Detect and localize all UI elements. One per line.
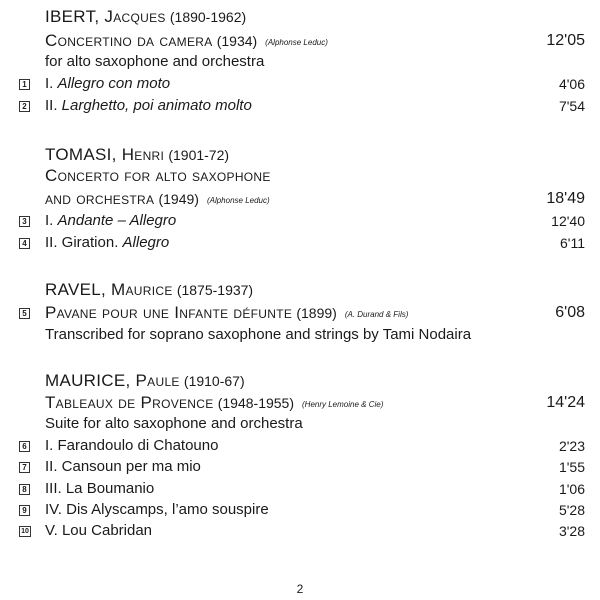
work-year: (1934) xyxy=(216,33,258,49)
composer-name: TOMASI, Henri xyxy=(45,145,165,164)
composer-name: RAVEL, Maurice xyxy=(45,280,173,299)
track-row xyxy=(0,232,600,254)
work-subtitle-line xyxy=(0,51,600,73)
movement-tempo: Allegro con moto xyxy=(57,75,171,92)
work-duration: 12'05 xyxy=(546,32,585,49)
movement-prefix: II. xyxy=(45,97,62,114)
movement-title: I. Farandoulo di Chatouno xyxy=(45,437,219,454)
publisher: (Alphonse Leduc) xyxy=(265,38,328,47)
track-duration: 4'06 xyxy=(558,76,585,92)
track-row xyxy=(0,499,600,521)
track-number-box: 8 xyxy=(19,484,30,495)
work-subtitle: for alto saxophone and orchestra xyxy=(45,53,265,70)
work-title: Concerto for alto saxophone xyxy=(45,166,271,185)
work-year: (1948-1955) xyxy=(217,395,294,411)
movement-title: III. La Boumanio xyxy=(45,480,155,497)
publisher: (A. Durand & Fils) xyxy=(344,310,409,319)
movement-title: V. Lou Cabridan xyxy=(45,522,153,539)
track-number-box: 2 xyxy=(19,101,30,112)
page-number: 2 xyxy=(296,582,304,596)
work-title: Tableaux de Provence xyxy=(45,393,214,412)
composer-dates: (1910-67) xyxy=(183,373,245,389)
track-duration: 5'28 xyxy=(558,502,585,518)
composer-dates: (1875-1937) xyxy=(176,282,254,298)
work-title: Pavane pour une Infante défunte xyxy=(45,303,293,322)
track-duration: 3'28 xyxy=(558,523,585,539)
work-title-line xyxy=(0,392,600,414)
composer-dates: (1901-72) xyxy=(168,147,230,163)
track-number-box: 9 xyxy=(19,505,30,516)
movement-prefix: I. xyxy=(45,212,58,229)
work-subtitle-line xyxy=(0,324,600,346)
movement-tempo: Larghetto, poi animato molto xyxy=(61,97,252,114)
track-row xyxy=(0,435,600,457)
work-year: (1899) xyxy=(296,305,337,321)
work-subtitle-line xyxy=(0,413,600,435)
track-row xyxy=(0,456,600,478)
composer-name: IBERT, Jacques xyxy=(45,7,166,26)
track-number-box: 5 xyxy=(19,308,30,319)
track-number-box: 6 xyxy=(19,441,30,452)
movement-prefix: I. xyxy=(45,75,58,92)
work-title: Concertino da camera xyxy=(45,31,213,50)
track-number-box: 10 xyxy=(19,526,31,537)
track-row xyxy=(0,210,600,232)
publisher: (Henry Lemoine & Cie) xyxy=(302,400,384,409)
track-number-box: 1 xyxy=(19,79,30,90)
movement-tempo: Andante – Allegro xyxy=(57,212,177,229)
work-title-line xyxy=(0,30,600,52)
track-number-box: 4 xyxy=(19,238,30,249)
composer-heading xyxy=(0,279,600,301)
composer-dates: (1890-1962) xyxy=(169,9,247,25)
work-title-cont: and orchestra xyxy=(45,189,155,208)
track-duration: 6'11 xyxy=(560,235,585,251)
movement-prefix: II. Giration. xyxy=(45,234,123,251)
work-subtitle: Transcribed for soprano saxophone and strings by Tami Nodaira xyxy=(45,326,472,343)
publisher: (Alphonse Leduc) xyxy=(206,196,270,205)
work-year: (1949) xyxy=(158,191,199,207)
track-duration: 2'23 xyxy=(558,438,585,454)
track-row xyxy=(0,478,600,500)
movement-title: II. Cansoun per ma mio xyxy=(45,458,201,475)
track-row xyxy=(0,95,600,117)
composer-name: MAURICE, Paule xyxy=(45,371,180,390)
track-number-box: 3 xyxy=(19,216,30,227)
composer-heading xyxy=(0,370,600,392)
work-subtitle: Suite for alto saxophone and orchestra xyxy=(45,415,303,432)
track-row xyxy=(0,520,600,542)
movement-title: IV. Dis Alyscamps, l’amo souspire xyxy=(45,501,269,518)
work-title-line xyxy=(0,188,600,210)
track-duration: 1'55 xyxy=(558,459,585,475)
movement-tempo: Allegro xyxy=(122,234,170,251)
work-duration: 18'49 xyxy=(546,190,585,207)
work-duration: 6'08 xyxy=(555,304,585,321)
track-number-box: 7 xyxy=(19,462,30,473)
track-row xyxy=(0,73,600,95)
work-title-line xyxy=(0,302,600,324)
work-title-line xyxy=(0,165,600,187)
composer-heading xyxy=(0,6,600,28)
work-duration: 14'24 xyxy=(546,394,585,411)
track-duration: 1'06 xyxy=(558,481,585,497)
composer-heading xyxy=(0,144,600,166)
track-duration: 12'40 xyxy=(551,213,585,229)
track-duration: 7'54 xyxy=(558,98,585,114)
